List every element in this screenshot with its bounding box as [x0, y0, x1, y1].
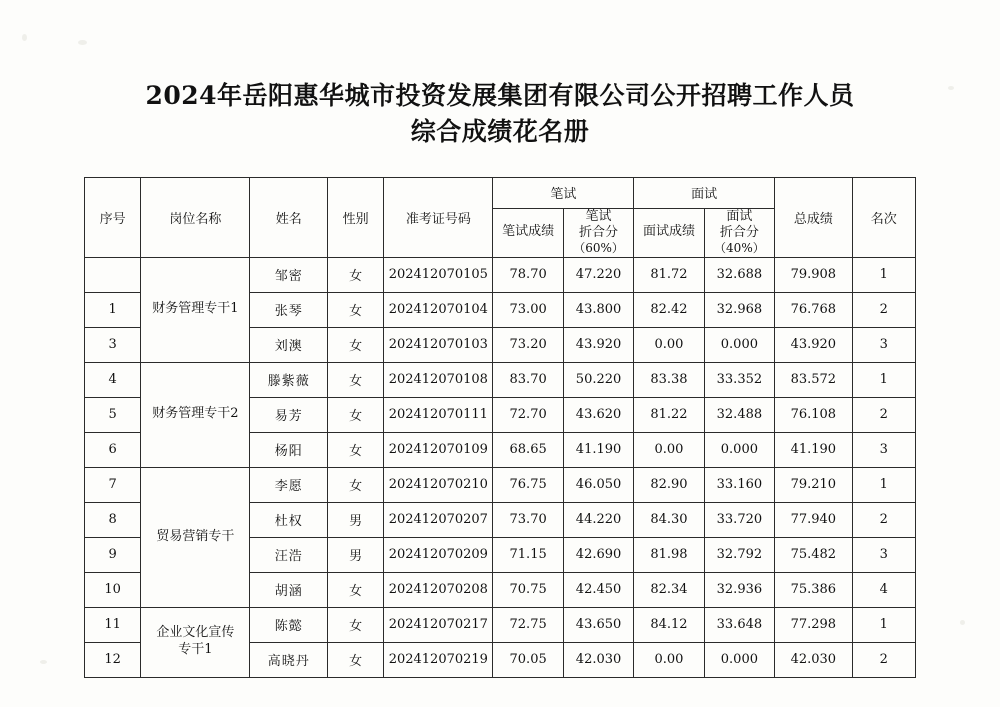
cell-interview: 83.38: [634, 362, 704, 397]
cell-interview-weighted: 32.688: [704, 257, 774, 292]
cell-seq: 4: [85, 362, 141, 397]
cell-post: 财务管理专干2: [141, 362, 250, 467]
cell-name: 李愿: [250, 467, 327, 502]
cell-total: 79.210: [775, 467, 852, 502]
cell-interview: 81.22: [634, 397, 704, 432]
header-sex: 性别: [327, 177, 383, 257]
header-written-score: 笔试成绩: [493, 208, 563, 257]
cell-name: 胡涵: [250, 572, 327, 607]
cell-rank: 2: [852, 502, 915, 537]
cell-id: 202412070210: [384, 467, 493, 502]
cell-seq: 8: [85, 502, 141, 537]
cell-name: 汪浩: [250, 537, 327, 572]
cell-total: 77.940: [775, 502, 852, 537]
cell-written-weighted: 43.650: [563, 607, 633, 642]
cell-name: 杨阳: [250, 432, 327, 467]
cell-post: 财务管理专干1: [141, 257, 250, 362]
header-interview-score: 面试成绩: [634, 208, 704, 257]
scan-speck: [22, 34, 27, 41]
table-row: [85, 362, 916, 397]
cell-total: 83.572: [775, 362, 852, 397]
cell-sex: 女: [327, 607, 383, 642]
cell-written-weighted: 42.030: [563, 642, 633, 677]
cell-sex: 女: [327, 362, 383, 397]
cell-written: 68.65: [493, 432, 563, 467]
cell-seq: 6: [85, 432, 141, 467]
cell-rank: 3: [852, 432, 915, 467]
cell-id: 202412070207: [384, 502, 493, 537]
cell-id: 202412070105: [384, 257, 493, 292]
header-seq: 序号: [85, 177, 141, 257]
cell-name: 刘澳: [250, 327, 327, 362]
cell-id: 202412070219: [384, 642, 493, 677]
cell-seq: 5: [85, 397, 141, 432]
cell-written: 73.70: [493, 502, 563, 537]
cell-written-weighted: 41.190: [563, 432, 633, 467]
cell-written-weighted: 46.050: [563, 467, 633, 502]
cell-rank: 2: [852, 292, 915, 327]
cell-seq: 9: [85, 537, 141, 572]
cell-written-weighted: 42.450: [563, 572, 633, 607]
header-written-weight-pct: （60%）: [573, 241, 624, 256]
cell-written-weighted: 43.620: [563, 397, 633, 432]
cell-written: 72.75: [493, 607, 563, 642]
cell-interview: 84.30: [634, 502, 704, 537]
cell-seq: 11: [85, 607, 141, 642]
cell-written: 78.70: [493, 257, 563, 292]
cell-sex: 女: [327, 467, 383, 502]
header-interview-weighted: [704, 208, 774, 257]
cell-id: 202412070217: [384, 607, 493, 642]
header-row-top: [85, 177, 916, 208]
header-interview-weighted-label: 面试 折合分: [719, 208, 759, 240]
table-row: [85, 467, 916, 502]
cell-written-weighted: 44.220: [563, 502, 633, 537]
cell-interview: 0.00: [634, 327, 704, 362]
cell-seq: 1: [85, 292, 141, 327]
cell-seq: 12: [85, 642, 141, 677]
cell-rank: 1: [852, 362, 915, 397]
scan-speck: [948, 86, 954, 90]
table-row: [85, 607, 916, 642]
cell-interview-weighted: 33.648: [704, 607, 774, 642]
cell-written: 72.70: [493, 397, 563, 432]
cell-total: 79.908: [775, 257, 852, 292]
cell-total: 77.298: [775, 607, 852, 642]
scan-speck: [960, 620, 965, 625]
cell-interview: 0.00: [634, 642, 704, 677]
cell-interview: 82.42: [634, 292, 704, 327]
header-written-weighted: [563, 208, 633, 257]
cell-interview: 82.90: [634, 467, 704, 502]
cell-id: 202412070103: [384, 327, 493, 362]
cell-interview: 0.00: [634, 432, 704, 467]
cell-written: 73.00: [493, 292, 563, 327]
cell-sex: 女: [327, 397, 383, 432]
cell-id: 202412070109: [384, 432, 493, 467]
cell-total: 42.030: [775, 642, 852, 677]
cell-interview: 82.34: [634, 572, 704, 607]
cell-id: 202412070208: [384, 572, 493, 607]
cell-rank: 2: [852, 642, 915, 677]
cell-name: 高晓丹: [250, 642, 327, 677]
cell-interview-weighted: 0.000: [704, 327, 774, 362]
cell-written: 71.15: [493, 537, 563, 572]
header-name: 姓名: [250, 177, 327, 257]
cell-seq: 7: [85, 467, 141, 502]
header-rank: 名次: [852, 177, 915, 257]
scan-speck: [40, 660, 47, 664]
cell-interview-weighted: 32.968: [704, 292, 774, 327]
cell-interview-weighted: 33.720: [704, 502, 774, 537]
cell-sex: 男: [327, 537, 383, 572]
cell-interview: 84.12: [634, 607, 704, 642]
cell-interview-weighted: 32.488: [704, 397, 774, 432]
cell-seq: [85, 257, 141, 292]
cell-sex: 女: [327, 257, 383, 292]
scan-speck: [78, 40, 87, 45]
cell-rank: 3: [852, 537, 915, 572]
header-written-weighted-label: 笔试 折合分: [579, 208, 619, 240]
cell-rank: 1: [852, 467, 915, 502]
cell-name: 邹密: [250, 257, 327, 292]
cell-written: 76.75: [493, 467, 563, 502]
cell-id: 202412070111: [384, 397, 493, 432]
cell-total: 76.108: [775, 397, 852, 432]
cell-written-weighted: 50.220: [563, 362, 633, 397]
header-interview-group: 面试: [634, 177, 775, 208]
cell-name: 张琴: [250, 292, 327, 327]
cell-rank: 4: [852, 572, 915, 607]
document-title: [0, 0, 1000, 151]
cell-rank: 3: [852, 327, 915, 362]
cell-total: 75.482: [775, 537, 852, 572]
cell-id: 202412070108: [384, 362, 493, 397]
header-written-group: 笔试: [493, 177, 634, 208]
cell-interview-weighted: 0.000: [704, 432, 774, 467]
roster-table-body: [85, 257, 916, 677]
cell-written: 83.70: [493, 362, 563, 397]
cell-total: 43.920: [775, 327, 852, 362]
cell-interview-weighted: 33.352: [704, 362, 774, 397]
cell-post: 贸易营销专干: [141, 467, 250, 607]
table-row: [85, 257, 916, 292]
cell-interview: 81.72: [634, 257, 704, 292]
cell-sex: 女: [327, 572, 383, 607]
cell-written-weighted: 47.220: [563, 257, 633, 292]
cell-sex: 男: [327, 502, 383, 537]
cell-total: 76.768: [775, 292, 852, 327]
header-id: 准考证号码: [384, 177, 493, 257]
title-line-2: 综合成绩花名册: [410, 117, 590, 147]
cell-name: 陈懿: [250, 607, 327, 642]
cell-interview-weighted: 33.160: [704, 467, 774, 502]
title-line-1: 2024年岳阳惠华城市投资发展集团有限公司公开招聘工作人员: [145, 81, 855, 110]
header-post: 岗位名称: [141, 177, 250, 257]
cell-interview-weighted: 32.792: [704, 537, 774, 572]
cell-post: 企业文化宣传 专干1: [141, 607, 250, 677]
cell-name: 滕紫薇: [250, 362, 327, 397]
cell-rank: 1: [852, 607, 915, 642]
cell-sex: 女: [327, 642, 383, 677]
cell-written-weighted: 42.690: [563, 537, 633, 572]
cell-written-weighted: 43.800: [563, 292, 633, 327]
cell-sex: 女: [327, 432, 383, 467]
cell-id: 202412070209: [384, 537, 493, 572]
roster-table-wrapper: [84, 177, 916, 678]
cell-name: 杜权: [250, 502, 327, 537]
cell-rank: 1: [852, 257, 915, 292]
cell-written: 70.05: [493, 642, 563, 677]
roster-table-head: [85, 177, 916, 257]
cell-seq: 10: [85, 572, 141, 607]
header-interview-weight-pct: （40%）: [714, 241, 765, 256]
cell-sex: 女: [327, 292, 383, 327]
cell-written: 73.20: [493, 327, 563, 362]
cell-interview-weighted: 32.936: [704, 572, 774, 607]
cell-total: 75.386: [775, 572, 852, 607]
cell-interview: 81.98: [634, 537, 704, 572]
header-total: 总成绩: [775, 177, 852, 257]
cell-sex: 女: [327, 327, 383, 362]
cell-total: 41.190: [775, 432, 852, 467]
cell-interview-weighted: 0.000: [704, 642, 774, 677]
cell-name: 易芳: [250, 397, 327, 432]
cell-id: 202412070104: [384, 292, 493, 327]
cell-seq: 3: [85, 327, 141, 362]
cell-rank: 2: [852, 397, 915, 432]
cell-written: 70.75: [493, 572, 563, 607]
cell-written-weighted: 43.920: [563, 327, 633, 362]
roster-table: [84, 177, 916, 678]
